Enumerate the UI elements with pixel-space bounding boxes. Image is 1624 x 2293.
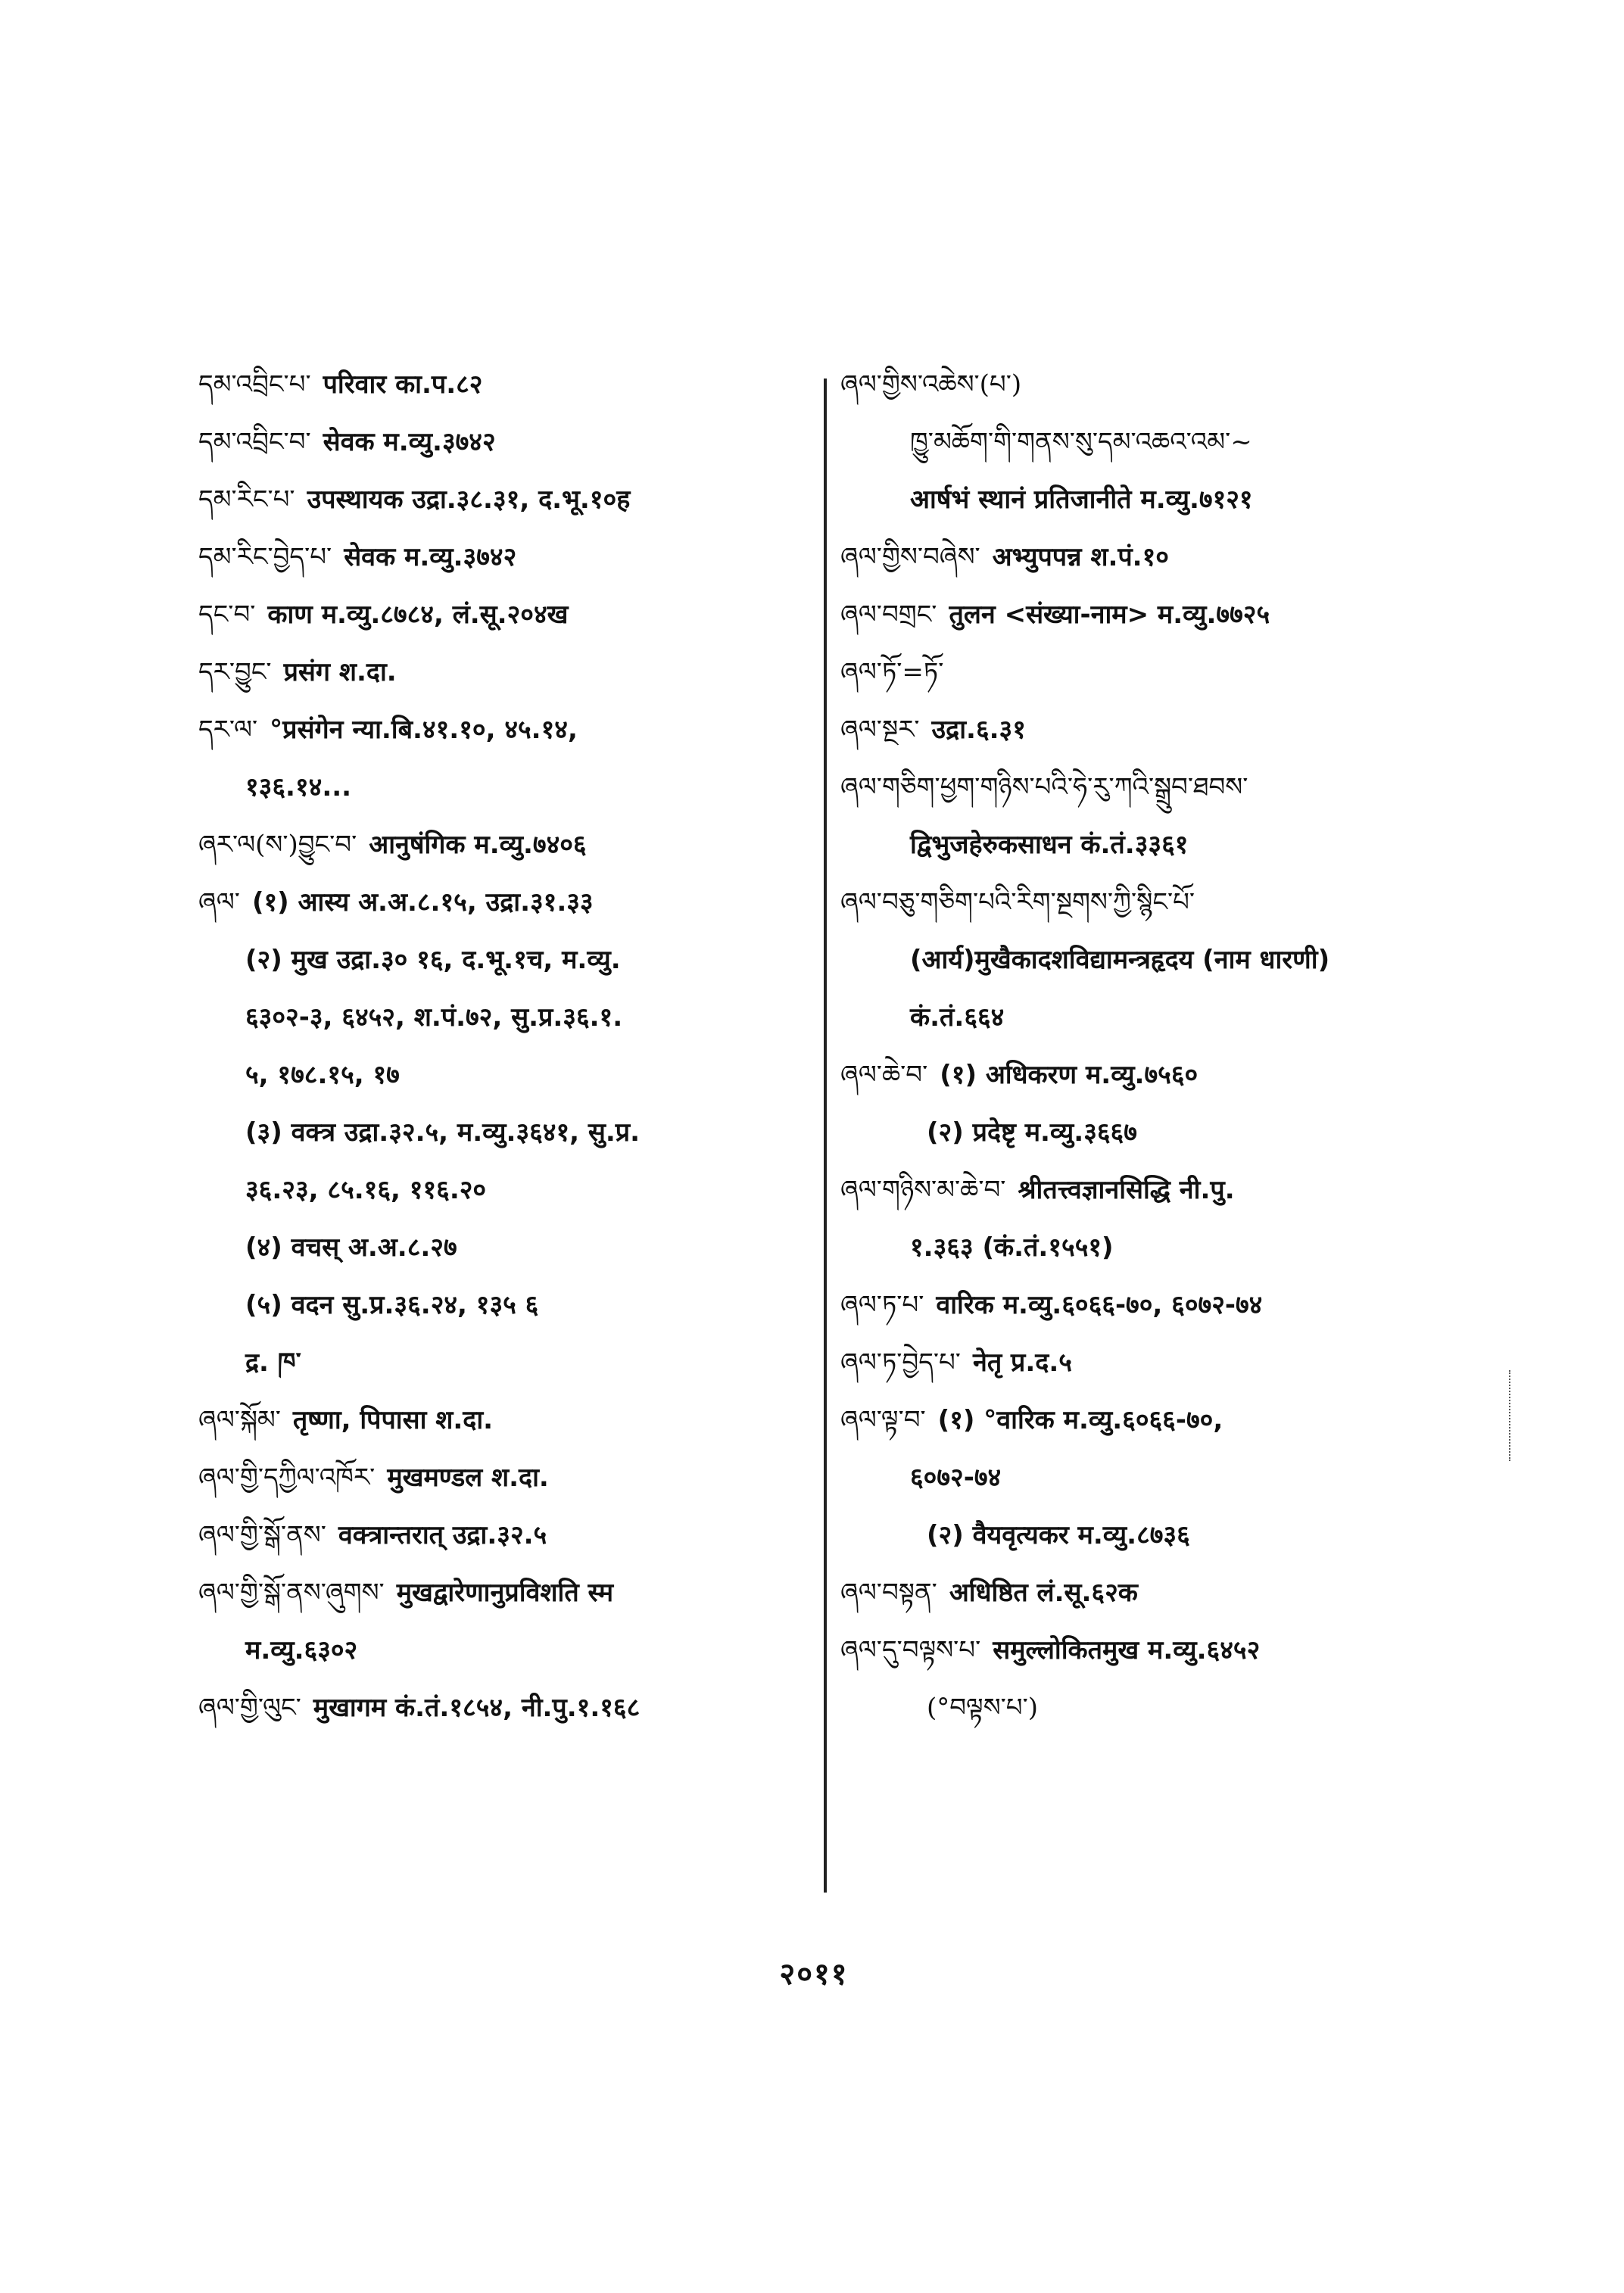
sanskrit-gloss: मुखागम कं.तं.१८५४, नी.पु.१.१६८ bbox=[313, 1693, 641, 1723]
sanskrit-gloss: (१) आस्य अ.अ.८.१५, उद्रा.३१.३३ bbox=[251, 887, 594, 918]
left-column bbox=[198, 369, 804, 1750]
entry-continuation bbox=[840, 1002, 1507, 1033]
tibetan-headword: ཞལ་གྱི་སྒོ་ནས་ཞུགས་ bbox=[198, 1578, 385, 1608]
entry-continuation bbox=[198, 1347, 804, 1378]
entry-line bbox=[840, 715, 1507, 745]
entry-line bbox=[840, 369, 1507, 400]
entry-line bbox=[198, 484, 804, 515]
sanskrit-gloss: तृष्णा, पिपासा श.दा. bbox=[292, 1405, 494, 1435]
tibetan-headword: ཞལ་གཉིས་མ་ཆེ་བ་ bbox=[840, 1175, 1006, 1205]
sanskrit-gloss: °प्रसंगेन न्या.बि.४१.१०, ४५.१४, bbox=[270, 715, 578, 745]
entry-line bbox=[198, 1405, 804, 1435]
sanskrit-gloss: ६३०२-३, ६४५२, श.पं.७२, सु.प्र.३६.१. bbox=[245, 1002, 623, 1033]
tibetan-headword: ཞལ་ཏོ་=ཏོ་ bbox=[840, 657, 944, 687]
entry-continuation bbox=[198, 1060, 804, 1090]
tibetan-headword: དར་བྱུང་ bbox=[198, 657, 272, 687]
entry-continuation bbox=[198, 1290, 804, 1320]
tibetan-headword: ཞལ་ལྟ་བ་ bbox=[840, 1405, 926, 1435]
sanskrit-gloss: आर्षभं स्थानं प्रतिजानीते म.व्यु.७१२१ bbox=[910, 484, 1253, 515]
entry-continuation bbox=[198, 1635, 804, 1665]
sanskrit-gloss: उद्रा.६.३१ bbox=[931, 715, 1026, 745]
tibetan-headword: ཞལ་གྱིས་འཆེས་(པ་) bbox=[840, 369, 1022, 400]
tibetan-headword: དམ་འབྲིང་བ་ bbox=[198, 427, 311, 457]
sanskrit-gloss: ५, १७८.१५, १७ bbox=[245, 1060, 400, 1090]
entry-line bbox=[198, 830, 804, 860]
sanskrit-gloss: सेवक म.व्यु.३७४२ bbox=[344, 542, 517, 572]
tibetan-headword: ཞར་ལ(ས་)བྱུང་བ་ bbox=[198, 830, 357, 860]
entry-line bbox=[840, 1290, 1507, 1320]
sanskrit-gloss: नेतृ प्र.द.५ bbox=[972, 1347, 1072, 1378]
tibetan-headword: ཞལ་ bbox=[198, 887, 240, 918]
entry-line bbox=[840, 887, 1507, 918]
tibetan-headword: ཞལ་སྔར་ bbox=[840, 715, 920, 745]
sanskrit-gloss: परिवार का.प.८२ bbox=[323, 369, 483, 400]
entry-line bbox=[198, 1463, 804, 1493]
entry-continuation bbox=[840, 1693, 1507, 1723]
entry-line bbox=[840, 1347, 1507, 1378]
entry-continuation bbox=[198, 1117, 804, 1148]
entry-line bbox=[840, 1635, 1507, 1665]
sanskrit-gloss: म.व्यु.६३०२ bbox=[245, 1635, 358, 1665]
entry-continuation bbox=[840, 945, 1507, 975]
sanskrit-gloss: तुलन <संख्या-नाम> म.व्यु.७७२५ bbox=[949, 600, 1270, 630]
sanskrit-gloss: (१) अधिकरण म.व्यु.७५६० bbox=[940, 1060, 1199, 1090]
tibetan-headword: དང་བ་ bbox=[198, 600, 256, 630]
entry-line bbox=[198, 369, 804, 400]
entry-continuation bbox=[840, 830, 1507, 860]
entry-continuation bbox=[840, 484, 1507, 515]
sanskrit-gloss: द्र. ཁ་ bbox=[245, 1347, 301, 1378]
sanskrit-gloss: अभ्युपपन्न श.पं.१० bbox=[992, 542, 1169, 572]
margin-dots bbox=[1509, 1370, 1512, 1461]
right-column bbox=[840, 369, 1507, 1750]
tibetan-headword: ཞལ་བསྟན་ bbox=[840, 1578, 937, 1608]
sanskrit-gloss: ३६.२३, ८५.१६, ११६.२० bbox=[245, 1175, 487, 1205]
entry-line bbox=[198, 887, 804, 918]
entry-line bbox=[198, 1578, 804, 1608]
sanskrit-gloss: सेवक म.व्यु.३७४२ bbox=[323, 427, 496, 457]
entry-continuation bbox=[840, 1232, 1507, 1263]
entry-line bbox=[840, 657, 1507, 687]
tibetan-headword: ཞལ་གཅིག་ཕྱག་གཉིས་པའི་ཧེ་རུ་ཀའི་སྒྲུབ་ཐབས་ bbox=[840, 772, 1248, 802]
sanskrit-gloss: उपस्थायक उद्रा.३८.३१, द.भू.१०ह bbox=[307, 484, 631, 515]
sanskrit-gloss: (२) वैयवृत्यकर म.व्यु.८७३६ bbox=[927, 1520, 1190, 1550]
column-divider bbox=[824, 379, 827, 1893]
entry-continuation bbox=[840, 1117, 1507, 1148]
tibetan-headword: ཞལ་གྱི་དཀྱིལ་འཁོར་ bbox=[198, 1463, 376, 1493]
entry-continuation bbox=[198, 945, 804, 975]
tibetan-headword: དར་ལ་ bbox=[198, 715, 258, 745]
entry-line bbox=[840, 1578, 1507, 1608]
tibetan-headword: ཞལ་དུ་བལྟས་པ་ bbox=[840, 1635, 981, 1665]
tibetan-headword: ཞལ་སྐོམ་ bbox=[198, 1405, 281, 1435]
page-number: २०११ bbox=[779, 1957, 849, 1992]
tibetan-headword: ཞལ་བགྲང་ bbox=[840, 600, 937, 630]
sanskrit-gloss: मुखद्वारेणानुप्रविशति स्म bbox=[396, 1578, 614, 1608]
entry-line bbox=[198, 657, 804, 687]
entry-continuation bbox=[198, 1002, 804, 1033]
sanskrit-gloss: (२) प्रदेष्टृ म.व्यु.३६६७ bbox=[927, 1117, 1137, 1148]
tibetan-headword: དམ་རིང་བྱེད་པ་ bbox=[198, 542, 332, 572]
sanskrit-gloss: (२) मुख उद्रा.३० १६, द.भू.१च, म.व्यु. bbox=[245, 945, 621, 975]
sanskrit-gloss: (१) °वारिक म.व्यु.६०६६-७०, bbox=[937, 1405, 1223, 1435]
sanskrit-gloss: वारिक म.व्यु.६०६६-७०, ६०७२-७४ bbox=[936, 1290, 1263, 1320]
entry-continuation bbox=[198, 1175, 804, 1205]
entry-line bbox=[198, 715, 804, 745]
tibetan-headword: ཞལ་ཏ་བྱེད་པ་ bbox=[840, 1347, 961, 1378]
sanskrit-gloss: आनुषंगिक म.व्यु.७४०६ bbox=[369, 830, 587, 860]
tibetan-headword: ཞལ་ཆེ་བ་ bbox=[840, 1060, 928, 1090]
entry-continuation bbox=[840, 1520, 1507, 1550]
entry-line bbox=[198, 427, 804, 457]
tibetan-headword: དམ་རིང་པ་ bbox=[198, 484, 295, 515]
tibetan-headword: ཞལ་གྱིས་བཞེས་ bbox=[840, 542, 980, 572]
sanskrit-gloss: १.३६३ (कं.तं.१५५१) bbox=[910, 1232, 1114, 1263]
sanskrit-gloss: अधिष्ठित लं.सू.६२क bbox=[949, 1578, 1138, 1608]
tibetan-headword: དམ་འབྲིང་པ་ bbox=[198, 369, 311, 400]
tibetan-headword: ཞལ་གྱི་ལུང་ bbox=[198, 1693, 301, 1723]
sanskrit-gloss: मुखमण्डल श.दा. bbox=[387, 1463, 549, 1493]
sanskrit-gloss: ६०७२-७४ bbox=[910, 1463, 1002, 1493]
sanskrit-gloss: (आर्य)मुखैकादशविद्यामन्त्रहृदय (नाम धारणी) bbox=[910, 945, 1330, 975]
sanskrit-gloss: काण म.व्यु.८७८४, लं.सू.२०४ख bbox=[267, 600, 569, 630]
entry-line bbox=[198, 542, 804, 572]
tibetan-headword: ཞལ་ཏ་པ་ bbox=[840, 1290, 924, 1320]
entry-line bbox=[840, 1175, 1507, 1205]
entry-line bbox=[840, 1405, 1507, 1435]
sanskrit-gloss: वक्त्रान्तरात् उद्रा.३२.५ bbox=[338, 1520, 547, 1550]
entry-line bbox=[198, 1693, 804, 1723]
entry-continuation bbox=[840, 427, 1507, 457]
tibetan-phrase: ཁྱུ་མཆོག་གི་གནས་སུ་དམ་འཆའ་འམ་~ bbox=[910, 427, 1252, 457]
entry-line bbox=[840, 1060, 1507, 1090]
sanskrit-gloss: कं.तं.६६४ bbox=[910, 1002, 1005, 1033]
sanskrit-gloss: (३) वक्त्र उद्रा.३२.५, म.व्यु.३६४१, सु.प्र. bbox=[245, 1117, 641, 1148]
entry-continuation bbox=[198, 772, 804, 802]
entry-line bbox=[198, 600, 804, 630]
entry-line bbox=[198, 1520, 804, 1550]
tibetan-phrase: (°བལྟས་པ་) bbox=[927, 1693, 1038, 1723]
sanskrit-gloss: (४) वचस् अ.अ.८.२७ bbox=[245, 1232, 457, 1263]
sanskrit-gloss: श्रीतत्त्वज्ञानसिद्धि नी.पु. bbox=[1018, 1175, 1235, 1205]
entry-continuation bbox=[198, 1232, 804, 1263]
sanskrit-gloss: द्विभुजहेरुकसाधन कं.तं.३३६१ bbox=[910, 830, 1189, 860]
sanskrit-gloss: समुल्लोकितमुख म.व्यु.६४५२ bbox=[993, 1635, 1261, 1665]
entry-line bbox=[840, 772, 1507, 802]
tibetan-headword: ཞལ་བཅུ་གཅིག་པའི་རིག་སྔགས་ཀྱི་སྙིང་པོ་ bbox=[840, 887, 1195, 918]
entry-continuation bbox=[840, 1463, 1507, 1493]
sanskrit-gloss: प्रसंग श.दा. bbox=[283, 657, 397, 687]
tibetan-headword: ཞལ་གྱི་སྒོ་ནས་ bbox=[198, 1520, 326, 1550]
sanskrit-gloss: (५) वदन सु.प्र.३६.२४, १३५ ६ bbox=[245, 1290, 539, 1320]
entry-line bbox=[840, 600, 1507, 630]
entry-line bbox=[840, 542, 1507, 572]
sanskrit-gloss: १३६.१४... bbox=[245, 772, 352, 802]
